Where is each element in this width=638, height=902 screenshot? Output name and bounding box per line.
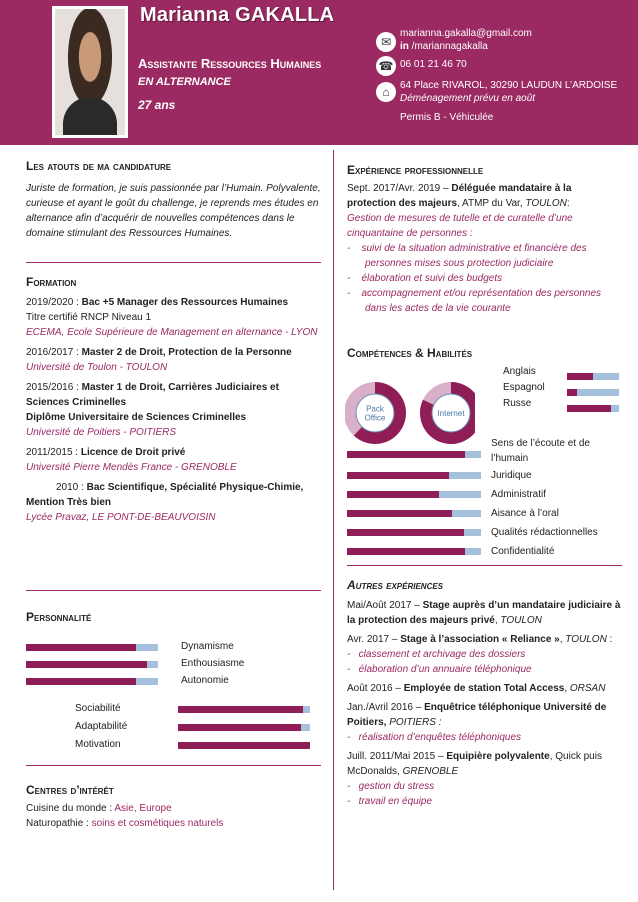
skill-bar [347, 472, 481, 479]
skill-bar [347, 451, 481, 458]
competences-section [347, 346, 622, 360]
language-bar-fill [567, 373, 593, 380]
skill-label: Administratif [491, 489, 547, 500]
other-experience-item [347, 749, 622, 809]
degree: Master 2 de Droit, Protection de la Personne [81, 347, 292, 358]
employer: , ATMP du Var, [457, 198, 526, 209]
school: Université de Poitiers - POITIERS [26, 427, 177, 438]
school: Lycée Pravaz, LE PONT-DE-BEAUVOISIN [26, 512, 216, 523]
linkedin-icon: in [400, 41, 409, 52]
task-text: élaboration d’un annuaire téléphonique [358, 664, 532, 675]
place: , Quick puis McDonalds, [347, 751, 602, 777]
personality-bar [178, 706, 310, 713]
task-item: - élaboration d’un annuaire téléphonique [347, 664, 532, 675]
years: 2011/2015 : [26, 447, 79, 458]
task-text: gestion du stress [358, 781, 435, 792]
personality-label: Motivation [75, 739, 121, 750]
years: 2016/2017 : [26, 347, 79, 358]
skill-bar-fill [347, 491, 439, 498]
city: TOULON [565, 634, 607, 645]
extra: Diplôme Universitaire de Sciences Criminelles [26, 412, 247, 423]
job-title: Assistante Ressources Humaines [138, 56, 322, 71]
job-title: Enquêtrice téléphonique Université de Poitiers, [347, 702, 607, 728]
home-icon: ⌂ [376, 82, 396, 102]
personality-bar [178, 742, 310, 749]
interest-value: soins et cosmétiques naturels [91, 818, 224, 829]
other-experience-item [347, 700, 622, 745]
formation-item [26, 480, 321, 525]
years: 2010 : [56, 482, 84, 493]
place: , [494, 615, 501, 626]
formation-item [26, 295, 321, 340]
period: Août 2016 – [347, 683, 404, 694]
skill-bar-fill [347, 529, 464, 536]
skill-label: Sens de l’écoute et de l’humain [491, 438, 590, 464]
personality-label: Dynamisme [181, 641, 234, 652]
degree: Bac Scientifique, Spécialité Physique-Chimie, Mention Très bien [26, 482, 304, 508]
alternance-label: EN ALTERNANCE [138, 76, 231, 88]
divider [26, 262, 321, 263]
section-title: Les atouts de ma candidature [26, 159, 172, 173]
personality-bar [178, 724, 310, 731]
section-title: Autres expériences [347, 578, 444, 592]
section-title: Formation [26, 275, 77, 289]
personality-bar-fill [178, 706, 303, 713]
job-title: Employée de station Total Access [403, 683, 565, 694]
job-title: Equipière polyvalente [446, 751, 550, 762]
task-item: - travail en équipe [347, 796, 433, 807]
linkedin-handle: /mariannagakalla [411, 41, 488, 52]
period: Juill. 2011/Mai 2015 – [347, 751, 447, 762]
job-title: Stage auprès d’un mandataire judiciaire à la protection des majeurs privé [347, 600, 621, 626]
language-label: Anglais [503, 366, 536, 377]
pie-label: Office [364, 413, 386, 423]
skill-bar-fill [347, 451, 465, 458]
atouts-text: Juriste de formation, je suis passionnée par l’Humain. Polyvalente, curieuse et ayant le goût du challenge, je reprends mes études en alternance afin d’acquérir de nouvelles compétences dans le domaine stimulant des Ressources Humaines. [26, 183, 321, 239]
personality-bar-fill [26, 644, 136, 651]
personality-label: Adaptabilité [75, 721, 128, 732]
years: 2019/2020 : [26, 297, 79, 308]
experience-section [347, 163, 622, 316]
personality-bar-fill [178, 724, 301, 731]
pie-label: Pack [366, 404, 384, 414]
task-text: travail en équipe [358, 796, 433, 807]
section-title: Expérience professionnelle [347, 163, 484, 177]
personality-label: Autonomie [181, 675, 229, 686]
header-banner [0, 0, 638, 145]
license: Permis B - Véhiculée [400, 112, 494, 123]
task-text: accompagnement et/ou représentation des personnes dans les actes de la vie courante [361, 288, 602, 314]
personality-bar-fill [26, 661, 147, 668]
task-item: - suivi de la situation administrative et financière des personnes mises sous protection judiciaire [347, 243, 587, 269]
city: ORSAN [569, 683, 606, 694]
experience-heading: Sept. 2017/Avr. 2019 – Déléguée mandataire à la protection des majeurs, ATMP du Var, TOULON: [347, 183, 572, 209]
task-text: suivi de la situation administrative et financière des personnes mises sous protection judiciaire [361, 243, 587, 269]
language-bar-fill [567, 405, 611, 412]
phone-icon: ☎ [376, 56, 396, 76]
address: 64 Place RIVAROL, 30290 LAUDUN L’ARDOISE [400, 80, 618, 91]
atouts-section [26, 159, 321, 241]
extra: Titre certifié RNCP Niveau 1 [26, 312, 152, 323]
place: , [564, 683, 570, 694]
personality-bar [26, 661, 158, 668]
task-item: - réalisation d’enquêtes téléphoniques [347, 732, 522, 743]
skill-bar-fill [347, 472, 449, 479]
school: Université de Toulon - TOULON [26, 362, 168, 373]
divider [26, 765, 321, 766]
task-item: - élaboration et suivi des budgets [347, 273, 503, 284]
personality-bar [26, 644, 158, 651]
task-item: - classement et archivage des dossiers [347, 649, 526, 660]
degree: Bac +5 Manager des Ressources Humaines [81, 297, 289, 308]
skill-label: Juridique [491, 470, 532, 481]
suffix: : [606, 634, 613, 645]
personnalite-section [26, 610, 321, 624]
city: TOULON [500, 615, 542, 626]
skill-label: Qualités rédactionnelles [491, 527, 598, 538]
formation-item [26, 445, 321, 475]
period: Jan./Avril 2016 – [347, 702, 425, 713]
job-title: Déléguée mandataire à la protection des majeurs [347, 183, 572, 209]
language-label: Espagnol [503, 382, 545, 393]
city: GRENOBLE [402, 766, 459, 777]
language-bar [567, 389, 619, 396]
personality-label: Enthousiasme [181, 658, 245, 669]
interest-value: Asie, Europe [114, 803, 172, 814]
period: Avr. 2017 – [347, 634, 401, 645]
formation-item [26, 345, 321, 375]
profile-photo [52, 6, 128, 138]
formation-item [26, 380, 321, 440]
interest-label: Cuisine du monde : [26, 803, 115, 814]
personality-label: Sociabilité [75, 703, 121, 714]
other-experience-item [347, 681, 622, 696]
phone[interactable]: 06 01 21 46 70 [400, 59, 467, 70]
software-pies [345, 380, 475, 450]
language-label: Russe [503, 398, 532, 409]
age: 27 ans [138, 98, 176, 112]
linkedin[interactable] [400, 41, 488, 52]
skill-bar [347, 491, 481, 498]
skill-bar [347, 529, 481, 536]
autres-section [347, 578, 622, 813]
section-title: Centres d’intérêt [26, 783, 114, 797]
personality-bar-fill [178, 742, 310, 749]
skill-bar-fill [347, 548, 465, 555]
school: ECEMA, Ecole Supérieure de Management en alternance - LYON [26, 327, 318, 338]
period: Sept. 2017/Avr. 2019 – [347, 183, 452, 194]
school: Université Pierre Mendès France - GRENOBLE [26, 462, 237, 473]
experience-desc: Gestion de mesures de tutelle et de curatelle d’une cinquantaine de personnes : [347, 213, 573, 239]
personality-bar [26, 678, 158, 685]
task-item: - accompagnement et/ou représentation des personnes dans les actes de la vie courante [347, 288, 602, 314]
place: , [559, 634, 566, 645]
years: 2015/2016 : [26, 382, 79, 393]
skill-bar-fill [347, 510, 452, 517]
interest-item [26, 816, 321, 831]
interets-section [26, 783, 321, 831]
skill-label: Confidentialité [491, 546, 555, 557]
city: TOULON [525, 198, 567, 209]
section-title: Personnalité [26, 610, 92, 624]
period: Mai/Août 2017 – [347, 600, 423, 611]
mail-icon: ✉ [376, 32, 396, 52]
skill-label: Aisance à l’oral [491, 508, 559, 519]
interest-item [26, 801, 321, 816]
divider [347, 565, 622, 566]
formation-section [26, 275, 321, 530]
personality-bar-fill [26, 678, 136, 685]
candidate-name: Marianna GAKALLA [140, 4, 335, 26]
degree: Master 1 de Droit, Carrières Judiciaires et Sciences Criminelles [26, 382, 279, 408]
job-title: Stage à l’association « Reliance » [400, 634, 560, 645]
language-bar-fill [567, 389, 577, 396]
task-text: classement et archivage des dossiers [358, 649, 526, 660]
column-divider [333, 150, 334, 890]
city: POITIERS : [389, 717, 442, 728]
task-item: - gestion du stress [347, 781, 435, 792]
task-text: élaboration et suivi des budgets [361, 273, 503, 284]
other-experience-item [347, 598, 622, 628]
skill-bar [347, 548, 481, 555]
degree: Licence de Droit privé [80, 447, 186, 458]
interest-label: Naturopathie : [26, 818, 92, 829]
other-experience-item [347, 632, 622, 677]
skill-bar [347, 510, 481, 517]
move-note: Déménagement prévu en août [400, 93, 536, 104]
section-title: Compétences & Habilités [347, 346, 473, 360]
email[interactable]: marianna.gakalla@gmail.com [400, 28, 532, 39]
language-bar [567, 405, 619, 412]
language-bar [567, 373, 619, 380]
pie-label: Internet [437, 409, 465, 418]
divider [26, 590, 321, 591]
task-text: réalisation d’enquêtes téléphoniques [358, 732, 522, 743]
